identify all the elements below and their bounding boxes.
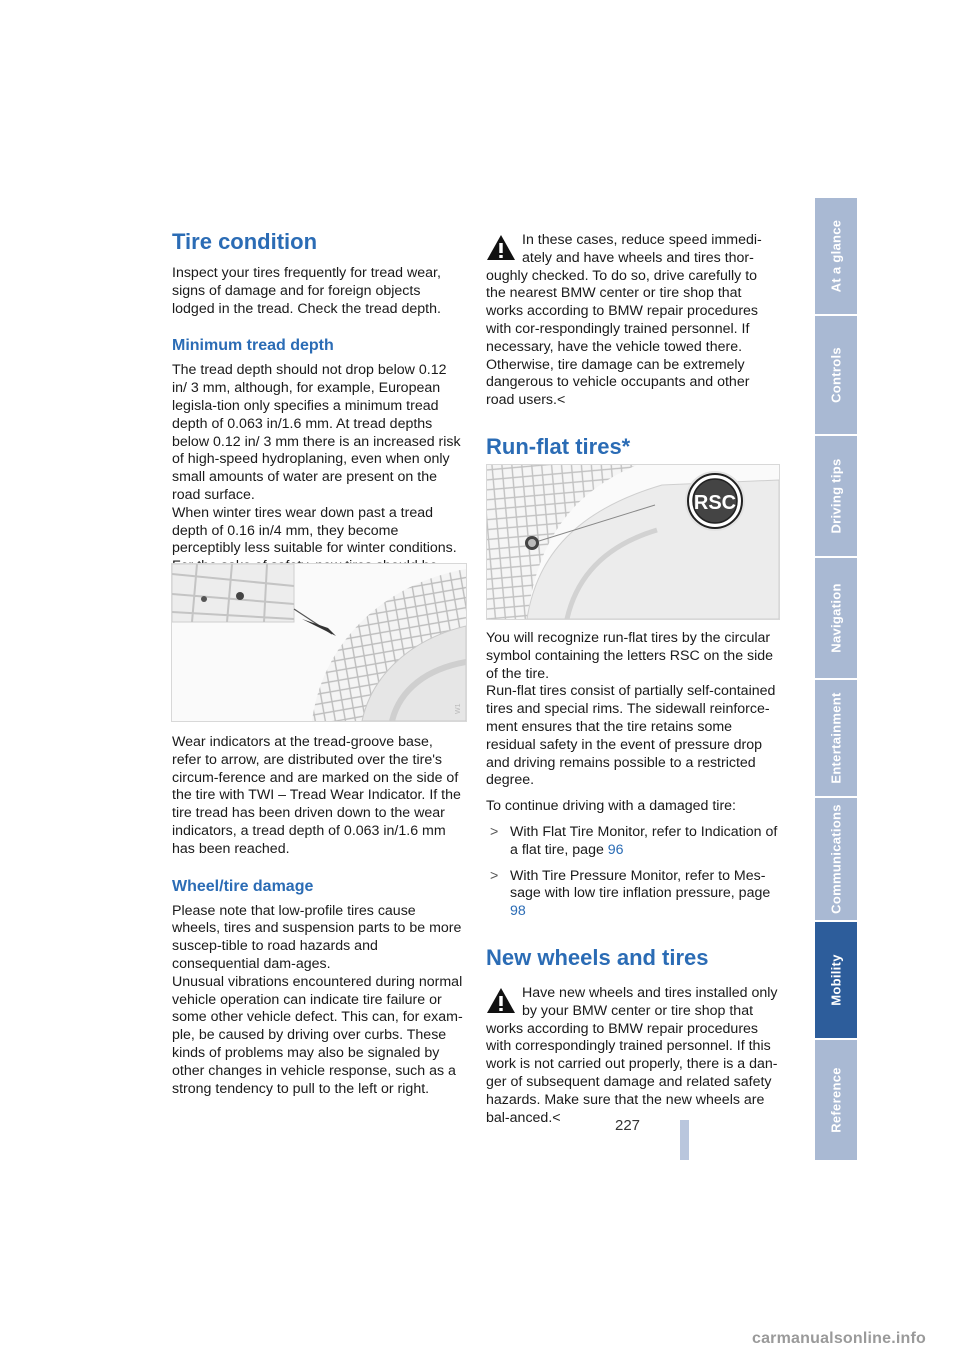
- bullet-marker: >: [490, 823, 499, 840]
- new-wheels-heading: New wheels and tires: [486, 944, 709, 970]
- rsc-tire-figure: [486, 464, 780, 620]
- tab-label: Entertainment: [828, 692, 844, 784]
- bullet-text: With Tire Pressure Monitor, refer to Mes-sage with low tire inflation pressure, page: [510, 867, 771, 902]
- bullet-text: With Flat Tire Monitor, refer to Indication of a flat tire, page: [510, 823, 778, 858]
- runflat-heading: Run-flat tires*: [486, 433, 631, 459]
- left-column: [172, 229, 464, 594]
- minimum-tread-text-1: The tread depth should not drop below 0.12 in/ 3 mm, although, for example, European legisla-tion only specifies a minimum tread depth of 0.063 in/1.6 mm. At tread depths below 0.12 in/ 3 mm there is an increased risk of high-speed hydroplaning, even when only small amounts of water are present on the road surface.: [172, 362, 461, 503]
- runflat-text-2: Run-flat tires consist of partially self-contained tires and special rims. The sidewall reinforce-ment ensures that the tire retains some residual safety in the event of pressure drop and driving remains possible to a restricted degree.: [486, 683, 776, 789]
- speed-warning-body: oughly checked. To do so, drive carefully to the nearest BMW center or tire shop that works according to BMW repair procedures with cor-respondingly trained personnel. If necessary, have the vehicle towed there. Otherwise, tire damage can be extremely dangerous to vehicle occupants and other road users.: [486, 267, 759, 409]
- tab-driving-tips[interactable]: [815, 436, 857, 558]
- tab-at-a-glance[interactable]: [815, 198, 857, 316]
- wheel-damage-heading: Wheel/tire damage: [172, 877, 314, 895]
- minimum-tread-heading: Minimum tread depth: [172, 337, 334, 355]
- new-wheels-warning-first-lines: Have new wheels and tires installed only by your BMW center or tire shop that: [522, 984, 778, 1019]
- tab-label: Communications: [828, 804, 844, 914]
- page-number-bar: [680, 1120, 689, 1160]
- tab-label: At a glance: [828, 219, 844, 293]
- tab-label: Mobility: [828, 954, 844, 1006]
- tab-label: Controls: [828, 347, 844, 403]
- tread-wear-figure: [171, 563, 467, 722]
- warning-triangle-icon: [486, 234, 516, 261]
- rsc-symbol-label: RSC: [693, 492, 737, 514]
- rsc-tire-illustration: [487, 465, 779, 619]
- tab-navigation[interactable]: [815, 558, 857, 680]
- new-wheels-warning-text: [486, 1021, 778, 1128]
- page-link-98[interactable]: 98: [510, 903, 526, 920]
- tire-condition-text: Inspect your tires frequently for tread wear, signs of damage and for foreign objects lodged in the tread. Check the tread depth.: [172, 265, 441, 317]
- end-mark: <: [556, 392, 566, 409]
- tire-condition-heading: Tire condition: [172, 229, 318, 254]
- speed-warning-first-lines: In these cases, reduce speed immedi-ately and have wheels and tires thor-: [522, 232, 762, 266]
- svg-text:W1: W1: [455, 703, 462, 714]
- new-wheels-warning: [486, 985, 778, 1127]
- wheel-damage-text-2: Unusual vibrations encountered during normal vehicle operation can indicate tire failure or some other vehicle defect. This can, for exam-ple, be caused by driving over curbs. These kinds of problems may also be signaled by other changes in vehicle response, such as a strong tendency to pull to the left or right.: [172, 973, 463, 1097]
- tab-label: Reference: [828, 1067, 844, 1133]
- bullet-tire-pressure-monitor: [486, 868, 778, 921]
- tab-label: Navigation: [828, 583, 844, 653]
- tread-wear-illustration: [172, 564, 466, 721]
- tab-controls[interactable]: [815, 316, 857, 436]
- continue-driving-intro: To continue driving with a damaged tire:: [486, 798, 736, 815]
- minimum-tread-text-2: When winter tires wear down past a tread depth of 0.16 in/4 mm, they become perceptibly less suitable for winter conditions.: [172, 504, 457, 557]
- tab-entertainment[interactable]: [815, 680, 857, 798]
- bullet-marker: >: [490, 867, 499, 884]
- runflat-text-1: You will recognize run-flat tires by the circular symbol containing the letters RSC on the side of the tire.: [486, 630, 774, 682]
- speed-warning-text: [486, 268, 778, 410]
- tab-communications[interactable]: [815, 798, 857, 922]
- new-wheels-warning-body: works according to BMW repair procedures with correspondingly trained personnel. If this work is not carried out properly, there is a dan-ger of subsequent damage and related safety hazards. Make sure that the new wheels are bal-anced.: [486, 1020, 778, 1126]
- tab-mobility[interactable]: [815, 922, 857, 1040]
- wear-indicators-text: Wear indicators at the tread-groove base, refer to arrow, are distributed over the tire's circum-ference and are marked on the side of the tire with TWI – Tread Wear Indicator. If the tire tread has been driven down to the wear indicators, a tread depth of 0.063 in/1.6 mm has been reached.: [172, 734, 461, 857]
- right-column: [486, 232, 778, 460]
- wheel-damage-text-1: Please note that low-profile tires cause wheels, tires and suspension parts to be more suscep-tible to road hazards and consequential dam-ages.: [172, 902, 462, 972]
- end-mark: <: [552, 1109, 561, 1126]
- tab-label: Driving tips: [828, 458, 844, 534]
- bullet-flat-tire-monitor: [486, 824, 778, 860]
- tab-reference[interactable]: [815, 1040, 857, 1162]
- warning-triangle-icon: [486, 987, 516, 1014]
- watermark: carmanualsonline.info: [751, 1330, 926, 1347]
- left-column-lower: [172, 734, 464, 1098]
- page-link-96[interactable]: 96: [607, 841, 624, 858]
- speed-warning: [486, 232, 778, 410]
- right-column-lower: [486, 630, 778, 1127]
- page-number: 227: [615, 1117, 641, 1134]
